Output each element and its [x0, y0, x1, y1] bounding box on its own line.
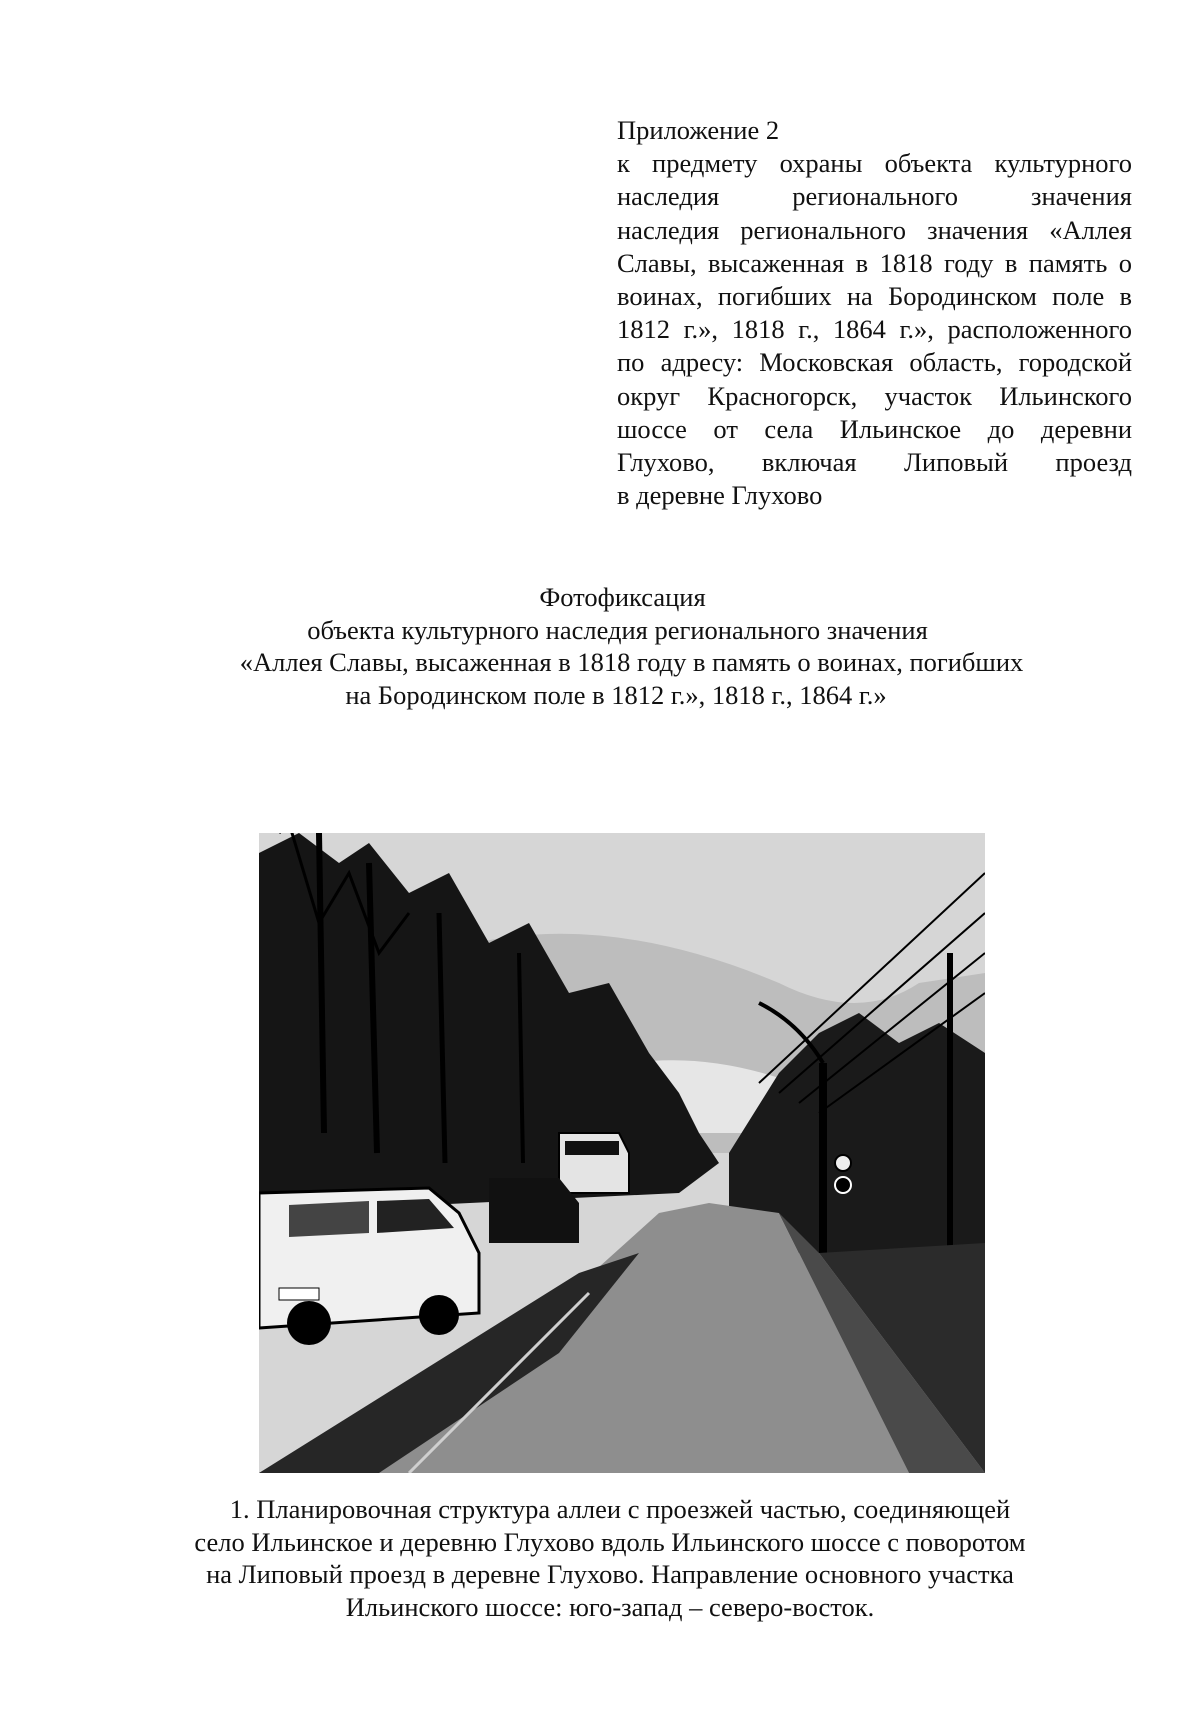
caption-line: Ильинского шоссе: юго-запад – северо-восток. — [345, 1591, 875, 1622]
car — [489, 1178, 579, 1243]
heading-line: объекта культурного наследия регионального значения — [307, 614, 928, 645]
appendix-line: к предмету охраны объекта культурного — [617, 148, 1132, 179]
minivan-window — [289, 1201, 369, 1237]
road-sign — [835, 1177, 851, 1193]
caption-line: 1. Планировочная структура аллеи с проезжей частью, соединяющей — [229, 1494, 1011, 1524]
road-sign — [835, 1155, 851, 1171]
appendix-line: Славы, высаженная в 1818 году в память о — [617, 247, 1132, 278]
appendix-block — [617, 114, 1132, 512]
appendix-title: Приложение 2 — [617, 115, 780, 145]
appendix-line: в деревне Глухово — [617, 480, 823, 511]
headlight — [279, 1288, 319, 1300]
appendix-line: Глухово, включая Липовый проезд — [617, 447, 1132, 478]
appendix-line: по адресу: Московская область, городской — [617, 347, 1132, 378]
heading-line: на Бородинском поле в 1812 г.», 1818 г., 1864 г.» — [345, 679, 887, 710]
caption-line: село Ильинское и деревню Глухово вдоль Ильинского шоссе с поворотом — [194, 1526, 1026, 1557]
appendix-line: шоссе от села Ильинское до деревни — [617, 413, 1132, 444]
road-photo — [259, 833, 985, 1473]
street-lamp-pole — [819, 1063, 827, 1253]
wheel — [419, 1295, 459, 1335]
section-heading — [0, 581, 1200, 711]
heading-title: Фотофиксация — [539, 582, 706, 612]
truck-windshield — [565, 1141, 619, 1155]
appendix-line: воинах, погибших на Бородинском поле в — [617, 281, 1132, 312]
wheel — [287, 1301, 331, 1345]
caption-line: на Липовый проезд в деревне Глухово. Направление основного участка — [206, 1559, 1014, 1589]
appendix-line: 1812 г.», 1818 г., 1864 г.», расположенного — [617, 314, 1132, 345]
appendix-line: округ Красногорск, участок Ильинского — [617, 380, 1132, 411]
appendix-line: наследия регионального значения «Аллея — [617, 214, 1132, 245]
photo-caption — [150, 1493, 1070, 1623]
road-photo-illustration — [259, 833, 985, 1473]
utility-pole — [947, 953, 953, 1253]
heading-line: «Аллея Славы, высаженная в 1818 году в память о воинах, погибших — [239, 647, 1024, 677]
appendix-line: наследия регионального значения — [617, 181, 1132, 212]
